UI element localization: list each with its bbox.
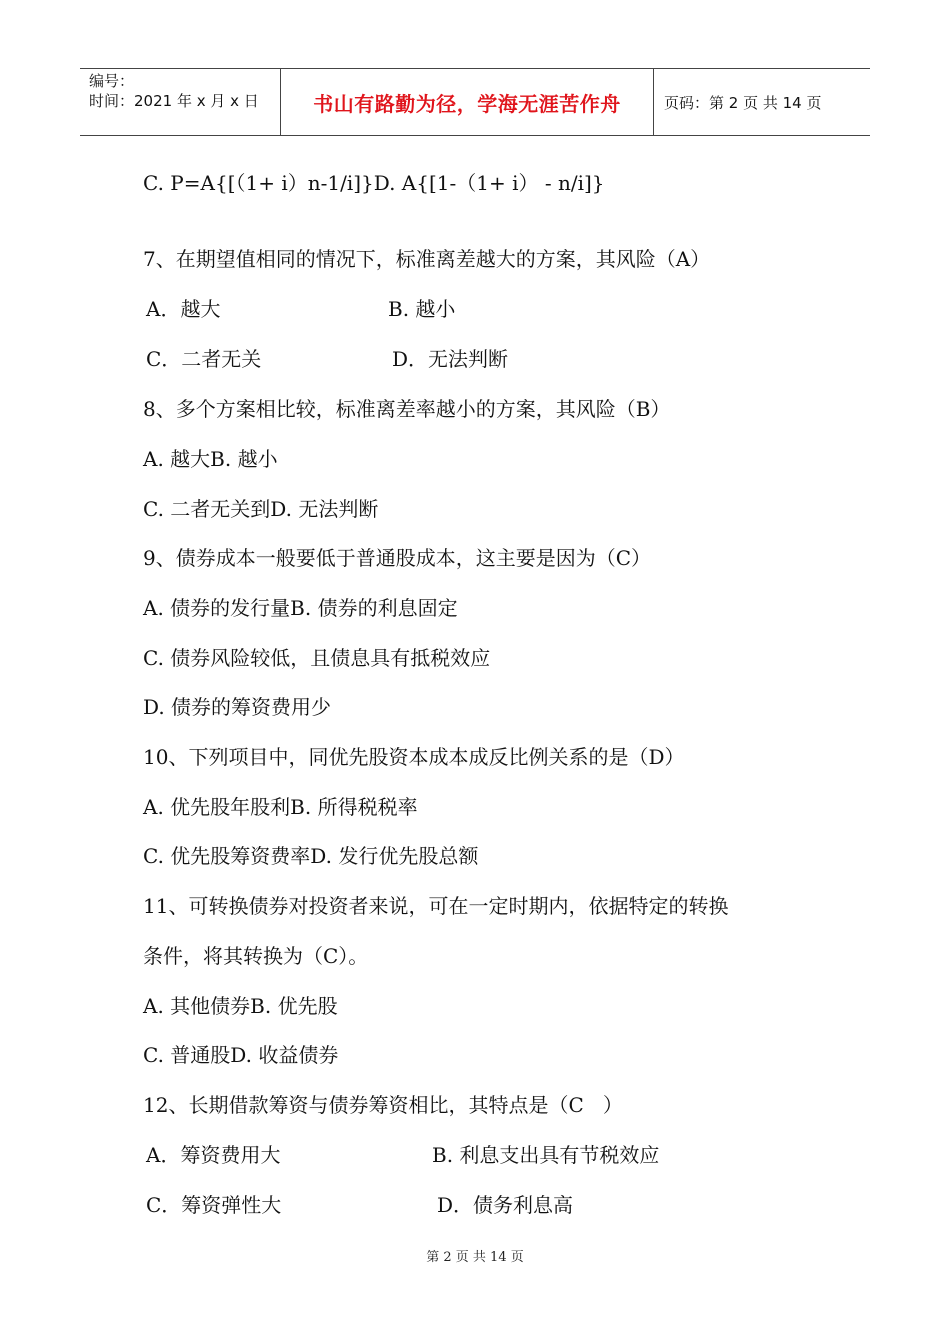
question-10: 10、下列项目中，同优先股资本成本成反比例关系的是（D） <box>143 745 685 769</box>
q12-option-d: D．债务利息高 <box>437 1193 574 1217</box>
header-page-info: 页码：第 2 页 共 14 页 <box>664 93 822 112</box>
q12-option-a: A．筹资费用大 <box>146 1143 281 1167</box>
q7-option-b: B. 越小 <box>388 297 456 321</box>
header-page-cell <box>654 69 870 135</box>
q10-options-cd: C. 优先股筹资费率D. 发行优先股总额 <box>143 844 479 868</box>
q11-options-cd: C. 普通股D. 收益债券 <box>143 1043 339 1067</box>
question-11-line-1: 11、可转换债券对投资者来说，可在一定时期内，依据特定的转换 <box>143 894 729 918</box>
q7-option-d: D．无法判断 <box>392 347 509 371</box>
q9-option-c: C. 债券风险较低，且债息具有抵税效应 <box>143 646 491 670</box>
q9-option-d: D. 债券的筹资费用少 <box>143 695 332 719</box>
doc-id-label: 编号： <box>89 72 135 90</box>
q7-option-a: A．越大 <box>146 297 221 321</box>
header-motto: 书山有路勤为径，学海无涯苦作舟 <box>313 91 621 116</box>
page-footer: 第 2 页 共 14 页 <box>426 1250 524 1265</box>
question-7: 7、在期望值相同的情况下，标准离差越大的方案，其风险（A） <box>143 247 711 271</box>
question-8: 8、多个方案相比较，标准离差率越小的方案，其风险（B） <box>143 397 671 421</box>
formula-options-line: C. P=A{[（1+ i）n-1/i]}D. A{[1-（1+ i） - n/i]} <box>143 171 605 195</box>
q12-option-b: B. 利息支出具有节税效应 <box>432 1143 660 1167</box>
q12-option-c: C．筹资弹性大 <box>146 1193 282 1217</box>
page-header <box>80 68 870 136</box>
doc-time-label: 时间：2021 年 x 月 x 日 <box>89 92 259 110</box>
question-12: 12、长期借款筹资与债券筹资相比，其特点是（C ） <box>143 1093 623 1117</box>
q8-options-cd: C. 二者无关到D. 无法判断 <box>143 497 379 521</box>
header-meta-cell <box>80 69 281 135</box>
q10-options-ab: A. 优先股年股利B. 所得税税率 <box>143 795 418 819</box>
q11-options-ab: A. 其他债券B. 优先股 <box>143 994 338 1018</box>
q9-options-ab: A. 债券的发行量B. 债券的利息固定 <box>143 596 458 620</box>
header-motto-cell <box>281 69 654 135</box>
question-11-line-2: 条件，将其转换为（C）。 <box>143 944 369 968</box>
question-9: 9、债券成本一般要低于普通股成本，这主要是因为（C） <box>143 546 652 570</box>
q7-option-c: C．二者无关 <box>146 347 262 371</box>
q8-options-ab: A. 越大B. 越小 <box>143 447 278 471</box>
